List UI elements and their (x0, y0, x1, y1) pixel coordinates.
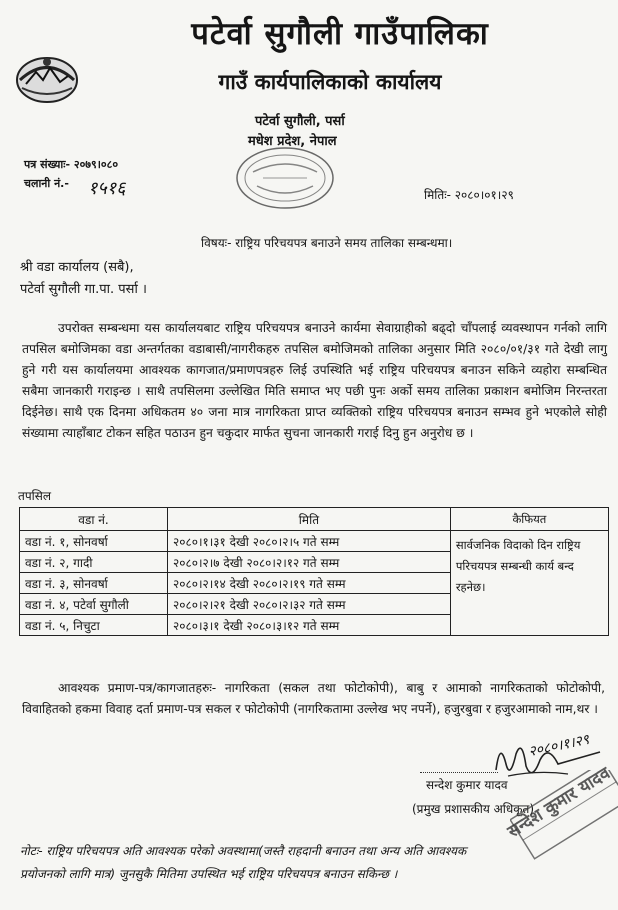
address-line-1: पटेर्वा सुगौली, पर्सा (255, 114, 345, 129)
remark-cell: सार्वजनिक विदाको दिन राष्ट्रिय परिचयपत्र सम्बन्धी कार्य बन्द रहनेछ। (450, 531, 608, 636)
chalani-label: चलानी नं.- (24, 177, 69, 190)
header-remark: कैफियत (450, 508, 608, 531)
addressee-line-1: श्री वडा कार्यालय (सबै), (20, 260, 134, 275)
schedule-table (19, 507, 609, 636)
stamp-text: सन्देश कुमार यादव (504, 763, 614, 843)
date-cell: २०८०।२।१४ देखी २०८०।२।१९ गते सम्म (168, 573, 451, 594)
footer-note: नोटः- राष्ट्रिय परिचयपत्र अति आवश्यक परेको अवस्थामा(जस्तै राहदानी बनाउन तथा अन्य अति आवश्यक प्रयोजनको लागि मात्र) जुनसुकै मितिमा उपस्थित भई राष्ट्रिय परिचयपत्र बनाउन सकिन्छ । (20, 844, 467, 881)
address-line-2: मधेश प्रदेश, नेपाल (248, 134, 337, 149)
signatory-designation: (प्रमुख प्रशासकीय अधिकृत) (412, 802, 535, 816)
letter-date: मितिः- २०८०।०१।२९ (424, 188, 514, 202)
schedule-label: तपसिल (18, 489, 52, 503)
schedule-header-row (20, 508, 609, 531)
office-subtitle: गाउँ कार्यपालिकाको कार्यालय (218, 70, 442, 94)
ward-cell: वडा नं. ४, पटेर्वा सुगौली (20, 594, 168, 615)
date-cell: २०८०।२।७ देखी २०८०।२।१२ गते सम्म (168, 552, 451, 573)
handwritten-sign-date: २०८०।१।२९ (527, 731, 591, 761)
date-cell: २०८०।२।२१ देखी २०८०।२।३२ गते सम्म (168, 594, 451, 615)
ward-cell: वडा नं. ३, सोनवर्षा (20, 573, 168, 594)
addressee-line-2: पटेर्वा सुगौली गा.पा. पर्सा । (20, 282, 147, 297)
required-documents: आवश्यक प्रमाण-पत्र/कागजातहरुः- नागरिकता (सकल तथा फोटोकोपी), बाबु र आमाको नागरिकताको फोटोकोपी, विवाहितको हकमा विवाह दर्ता प्रमाण-पत्र सकल र फोटोकोपी (नागरिकतामा उल्लेख भए नपर्ने), हजुरबुवा र हजुरआमाको नाम,थर । (22, 681, 605, 716)
date-cell: २०८०।३।१ देखी २०८०।३।१२ गते सम्म (168, 615, 451, 636)
header-ward: वडा नं. (20, 508, 168, 531)
table-row (20, 531, 609, 552)
subject-line: विषयः- राष्ट्रिय परिचयपत्र बनाउने समय तालिका सम्बन्धमा। (201, 236, 453, 250)
chalani-number-handwritten: १५१६ (88, 178, 126, 199)
date-cell: २०८०।१।३१ देखी २०८०।२।५ गते सम्म (168, 531, 451, 552)
nepal-emblem-icon (10, 50, 84, 106)
body-paragraph: उपरोक्त सम्बन्धमा यस कार्यालयबाट राष्ट्रिय परिचयपत्र बनाउने कार्यमा सेवाग्राहीको बढ्दो चाँपलाई व्यवस्थापन गर्नको लागि तपसिल बमोजिमका वडा अन्तर्गतका वडाबासी/नागरीकहरु तपसिल बमोजिमको तालिका अनुसार मिति २०८०/०१/३१ गते देखी लागु हुने गरी यस कार्यालयमा आवश्यक कागजात/प्रमाणपत्रहरु लिई उपस्थिति भई राष्ट्रिय परिचयपत्र बनाउन सकिने व्यहोरा सम्बन्धित सबैमा जानकारी गराइन्छ । साथै तपसिलमा उल्लेखित मिति समाप्त भए पछी पुनः अर्को समय तालिका प्रकाशन बमोजिम निरन्तरता दिईनेछ। साथै एक दिनमा अधिकतम ४० जना मात्र नागरिकता प्राप्त व्यक्तिको राष्ट्रिय परिचयपत्र बनाउन सम्भव हुने भएकोले सोही संख्यामा त्याहाँबाट टोकन सहित पठाउन हुन चकुदार मार्फत सुचना जानकारी गराई दिनु हुन अनुरोध छ । (22, 321, 607, 440)
ward-cell: वडा नं. २, गादी (20, 552, 168, 573)
municipality-title: पटेर्वा सुगौली गाउँपालिका (191, 16, 489, 52)
office-seal-stamp (233, 142, 338, 212)
ward-cell: वडा नं. ५, निचुटा (20, 615, 168, 636)
signatory-name: सन्देश कुमार यादव (426, 778, 508, 792)
patra-sankhya: पत्र संख्याः- २०७९।०८० (24, 158, 119, 171)
header-date: मिति (168, 508, 451, 531)
ward-cell: वडा नं. १, सोनवर्षा (20, 531, 168, 552)
signature-dotted-line (420, 762, 498, 773)
